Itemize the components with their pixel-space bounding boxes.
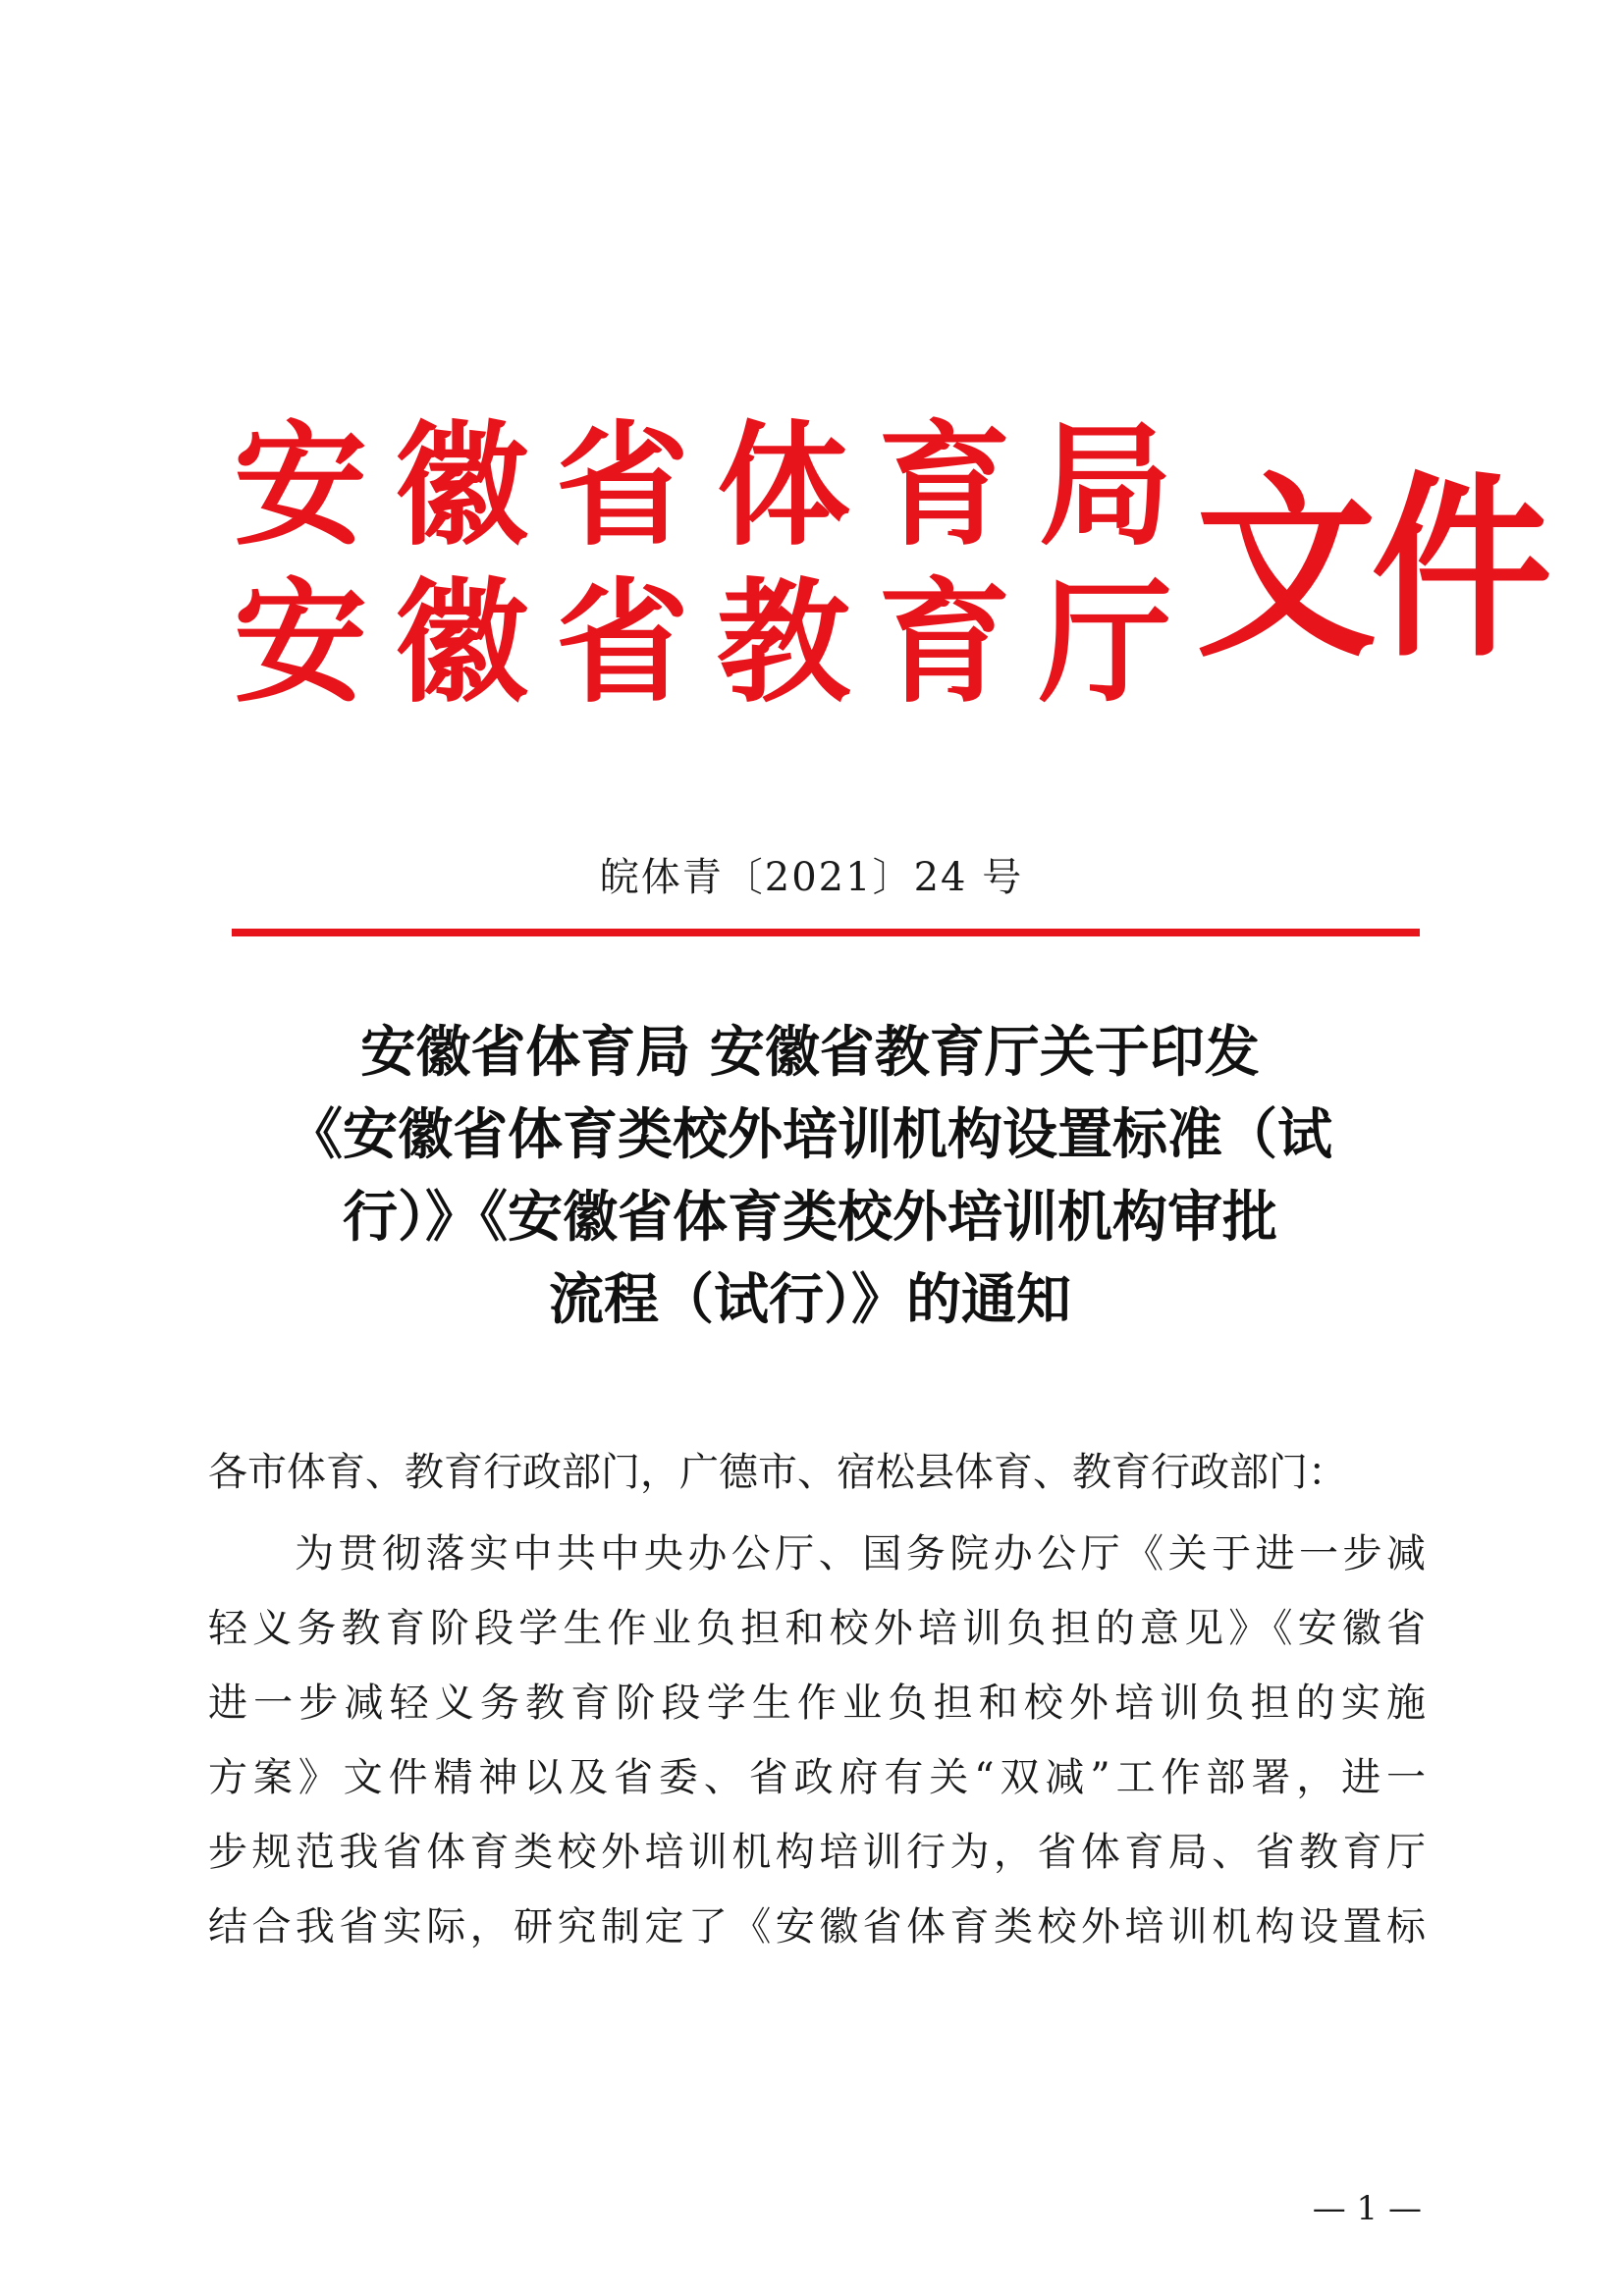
title-line-3: 行）》《安徽省体育类校外培训机构审批 (343, 1185, 1277, 1250)
document-word: 文件 (1196, 454, 1546, 684)
page-number: — 1 — (1312, 2189, 1422, 2228)
issuer-line-1: 安徽省体育局 (234, 407, 1200, 564)
paragraph-line: 为贯彻落实中共中央办公厅、国务院办公厅《关于进一步减 (295, 1531, 1426, 1576)
paragraph-line: 结合我省实际，研究制定了《安徽省体育类校外培训机构设置标 (208, 1904, 1426, 1949)
body-paragraph (208, 1517, 1426, 1964)
document-number: 皖体青〔2021〕24 号 (599, 855, 1024, 900)
paragraph-line: 进一步减轻义务教育阶段学生作业负担和校外培训负担的实施 (208, 1681, 1426, 1726)
red-divider (232, 929, 1420, 936)
issuer-line-2: 安徽省教育厅 (234, 564, 1200, 721)
paragraph-line: 方案》文件精神以及省委、省政府有关“双减”工作部署，进一 (208, 1755, 1426, 1800)
title-line-2: 《安徽省体育类校外培训机构设置标准（试 (288, 1102, 1332, 1167)
paragraph-line: 步规范我省体育类校外培训机构培训行为，省体育局、省教育厅 (208, 1830, 1426, 1875)
document-title (226, 1011, 1394, 1341)
addressee: 各市体育、教育行政部门，广德市、宿松县体育、教育行政部门： (208, 1450, 1347, 1495)
title-line-1: 安徽省体育局 安徽省教育厅关于印发 (360, 1020, 1260, 1085)
paragraph-line: 轻义务教育阶段学生作业负担和校外培训负担的意见》《安徽省 (208, 1606, 1426, 1651)
title-line-4: 流程（试行）》的通知 (549, 1267, 1071, 1332)
